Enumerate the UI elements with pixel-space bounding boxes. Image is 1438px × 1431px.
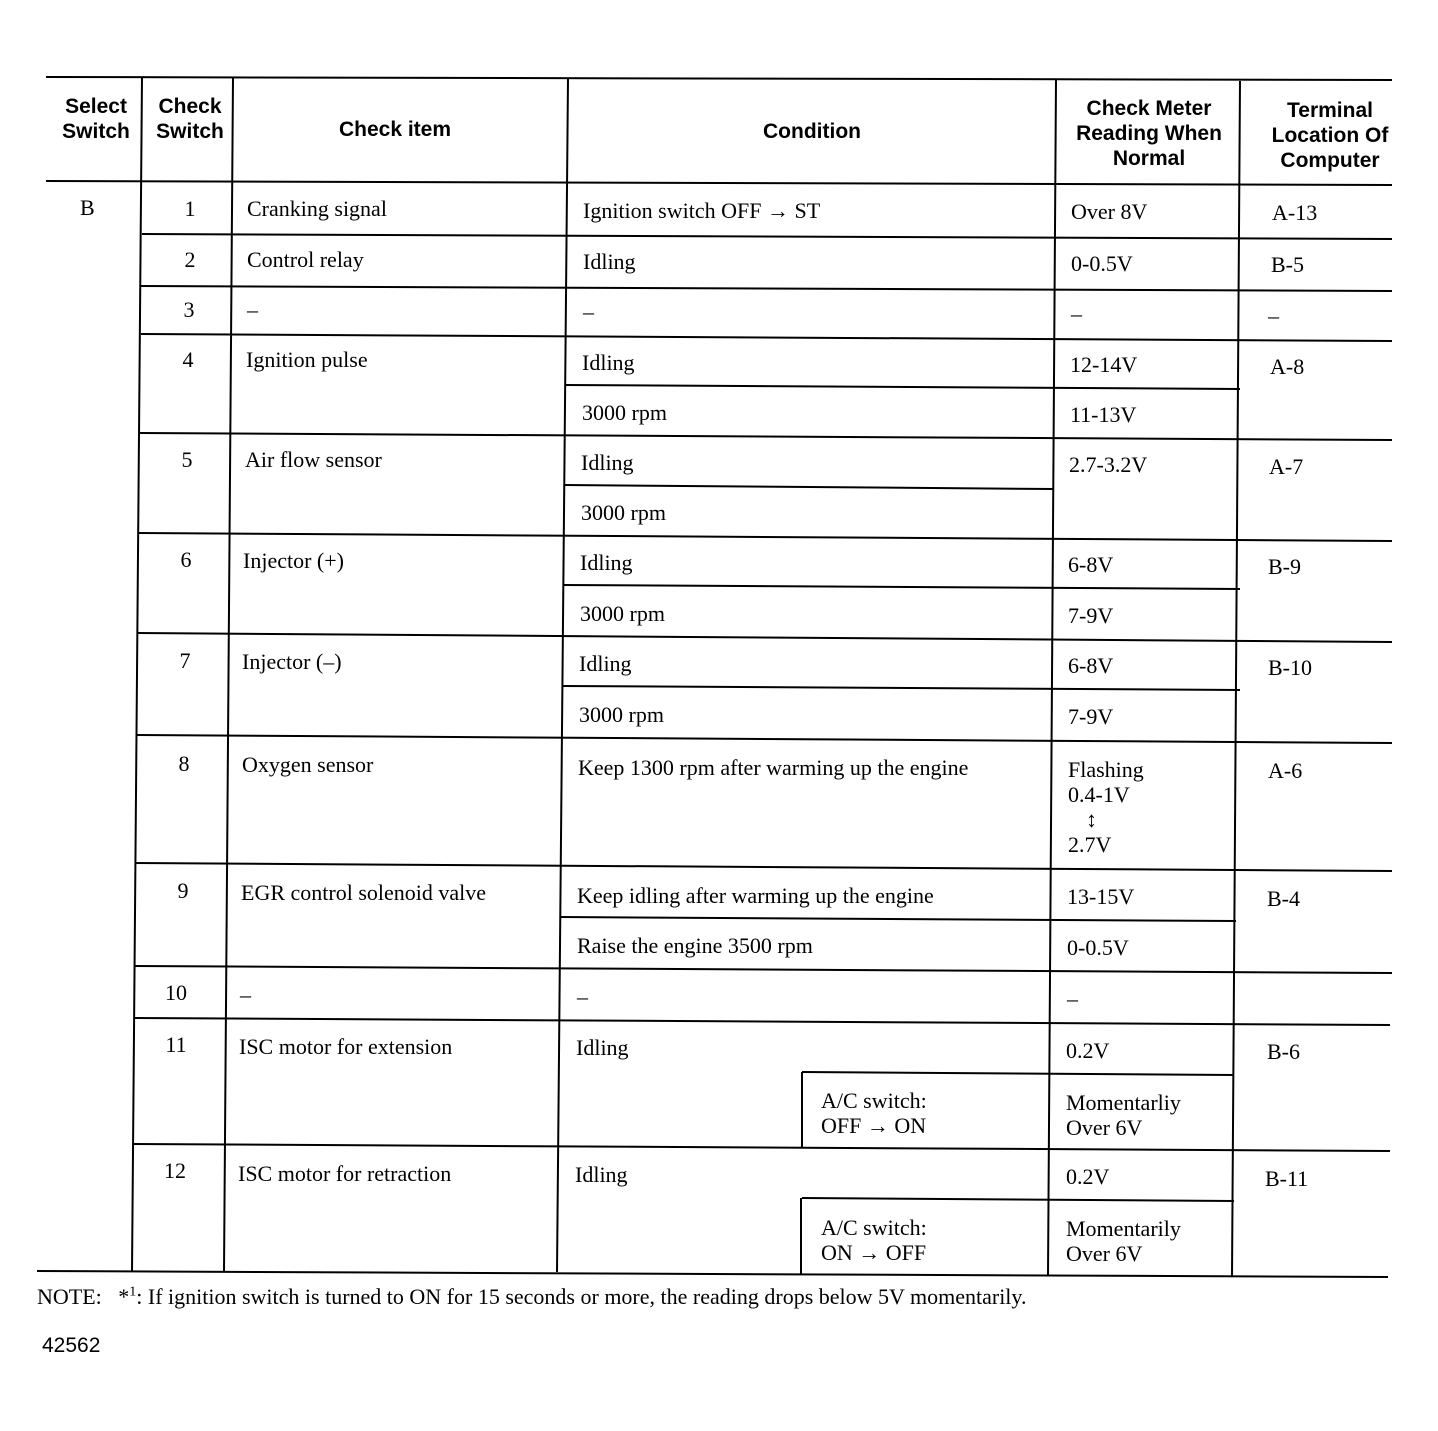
footnote xyxy=(37,1284,1027,1310)
row-5-item: Air flow sensor xyxy=(245,447,382,472)
row-3-condition: – xyxy=(583,299,594,324)
row-4-reading-1: 12-14V xyxy=(1070,352,1138,377)
row-6-condition-2: 3000 rpm xyxy=(580,601,665,626)
row-9-condition-1: Keep idling after warming up the engine xyxy=(577,883,934,908)
row-1-number: 1 xyxy=(184,196,196,221)
row-8-reading-arrow: ↕ xyxy=(1086,807,1097,832)
header-select-switch: Select Switch xyxy=(62,95,130,143)
row-4-condition-1: Idling xyxy=(582,350,635,375)
row-5-terminal: A-7 xyxy=(1269,454,1304,479)
row-12-number: 12 xyxy=(164,1158,186,1183)
row-6-item: Injector (+) xyxy=(243,548,344,573)
row-11-reading-1: 0.2V xyxy=(1066,1038,1110,1063)
row-2-item: Control relay xyxy=(247,247,364,272)
row-12-reading-3: Over 6V xyxy=(1066,1241,1143,1266)
select-switch-value: B xyxy=(80,195,95,220)
header-meter-reading: Check Meter Reading When Normal xyxy=(1076,97,1222,170)
row-11-reading-2: Momentarliy xyxy=(1066,1090,1181,1115)
row-2-number: 2 xyxy=(184,247,196,272)
row-11-reading-3: Over 6V xyxy=(1066,1115,1143,1140)
row-9-reading-2: 0-0.5V xyxy=(1067,935,1129,960)
row-1-item: Cranking signal xyxy=(247,196,387,221)
row-9-number: 9 xyxy=(177,878,189,903)
footnote-label: NOTE: xyxy=(37,1284,102,1309)
row-4-item: Ignition pulse xyxy=(246,347,368,372)
row-7-reading-2: 7-9V xyxy=(1068,704,1114,729)
row-5-number: 5 xyxy=(181,447,193,472)
row-1-terminal: A-13 xyxy=(1272,200,1318,225)
row-12-reading-1: 0.2V xyxy=(1066,1164,1110,1189)
footnote-marker: * xyxy=(118,1284,130,1309)
row-4-condition-2: 3000 rpm xyxy=(582,400,667,425)
row-9-item: EGR control solenoid valve xyxy=(241,880,487,905)
row-12-condition-2: A/C switch: xyxy=(821,1215,927,1240)
row-8-reading-2: 0.4-1V xyxy=(1068,782,1130,807)
row-8-reading-3: 2.7V xyxy=(1068,832,1112,857)
header-check-switch: Check Switch xyxy=(156,95,224,143)
row-4-terminal: A-8 xyxy=(1270,354,1305,379)
row-11-condition-1: Idling xyxy=(576,1035,629,1060)
row-7-number: 7 xyxy=(179,648,191,673)
row-12-item: ISC motor for retraction xyxy=(238,1161,452,1186)
row-6-number: 6 xyxy=(180,547,192,572)
row-6-terminal: B-9 xyxy=(1268,554,1301,579)
row-8-number: 8 xyxy=(178,751,190,776)
row-5-reading: 2.7-3.2V xyxy=(1069,452,1148,477)
row-6-reading-2: 7-9V xyxy=(1068,603,1114,628)
row-12-condition-1: Idling xyxy=(575,1162,628,1187)
row-3-reading: – xyxy=(1071,301,1082,326)
row-6-condition-1: Idling xyxy=(580,550,633,575)
footnote-text: : If ignition switch is turned to ON for 15 seconds or more, the reading drops below 5V momentarily. xyxy=(136,1284,1027,1309)
row-12-reading-2: Momentarily xyxy=(1066,1216,1181,1241)
row-8-condition: Keep 1300 rpm after warming up the engine xyxy=(578,755,969,780)
row-7-condition-1: Idling xyxy=(579,651,632,676)
row-12-terminal: B-11 xyxy=(1265,1166,1309,1191)
row-3-number: 3 xyxy=(183,297,195,322)
header-condition: Condition xyxy=(763,120,861,143)
row-11-condition-3: OFF → ON xyxy=(821,1113,927,1138)
footnote-superscript: 1 xyxy=(129,1284,137,1300)
row-10-item: – xyxy=(240,982,251,1007)
row-1-reading: Over 8V xyxy=(1071,199,1148,224)
row-10-reading: – xyxy=(1067,986,1078,1011)
row-2-terminal: B-5 xyxy=(1271,252,1304,277)
row-10-number: 10 xyxy=(165,980,187,1005)
row-11-condition-2: A/C switch: xyxy=(821,1088,927,1113)
row-1-condition: Ignition switch OFF → ST xyxy=(583,198,821,223)
row-8-item: Oxygen sensor xyxy=(242,752,374,777)
row-11-terminal: B-6 xyxy=(1267,1039,1300,1064)
row-10-condition: – xyxy=(577,984,588,1009)
row-7-terminal: B-10 xyxy=(1268,655,1312,680)
row-4-reading-2: 11-13V xyxy=(1070,402,1137,427)
header-check-item: Check item xyxy=(338,118,452,141)
row-12-condition-3: ON → OFF xyxy=(821,1240,927,1265)
figure-number: 42562 xyxy=(42,1334,101,1357)
header-terminal: Terminal Location Of Computer xyxy=(1271,99,1389,172)
row-9-reading-1: 13-15V xyxy=(1067,884,1135,909)
row-5-condition-2: 3000 rpm xyxy=(581,500,666,525)
row-7-item: Injector (–) xyxy=(242,649,342,674)
row-8-terminal: A-6 xyxy=(1268,758,1303,783)
row-9-condition-2: Raise the engine 3500 rpm xyxy=(577,933,813,958)
row-6-reading-1: 6-8V xyxy=(1068,552,1114,577)
row-9-terminal: B-4 xyxy=(1267,886,1300,911)
row-3-item: – xyxy=(247,297,258,322)
row-8-reading-1: Flashing xyxy=(1068,757,1144,782)
row-11-number: 11 xyxy=(165,1032,187,1057)
row-2-reading: 0-0.5V xyxy=(1071,251,1133,276)
row-3-terminal: – xyxy=(1268,303,1279,328)
row-2-condition: Idling xyxy=(583,249,636,274)
row-7-condition-2: 3000 rpm xyxy=(579,702,664,727)
row-5-condition-1: Idling xyxy=(581,450,634,475)
row-4-number: 4 xyxy=(182,347,194,372)
row-7-reading-1: 6-8V xyxy=(1068,653,1114,678)
row-11-item: ISC motor for extension xyxy=(239,1034,453,1059)
